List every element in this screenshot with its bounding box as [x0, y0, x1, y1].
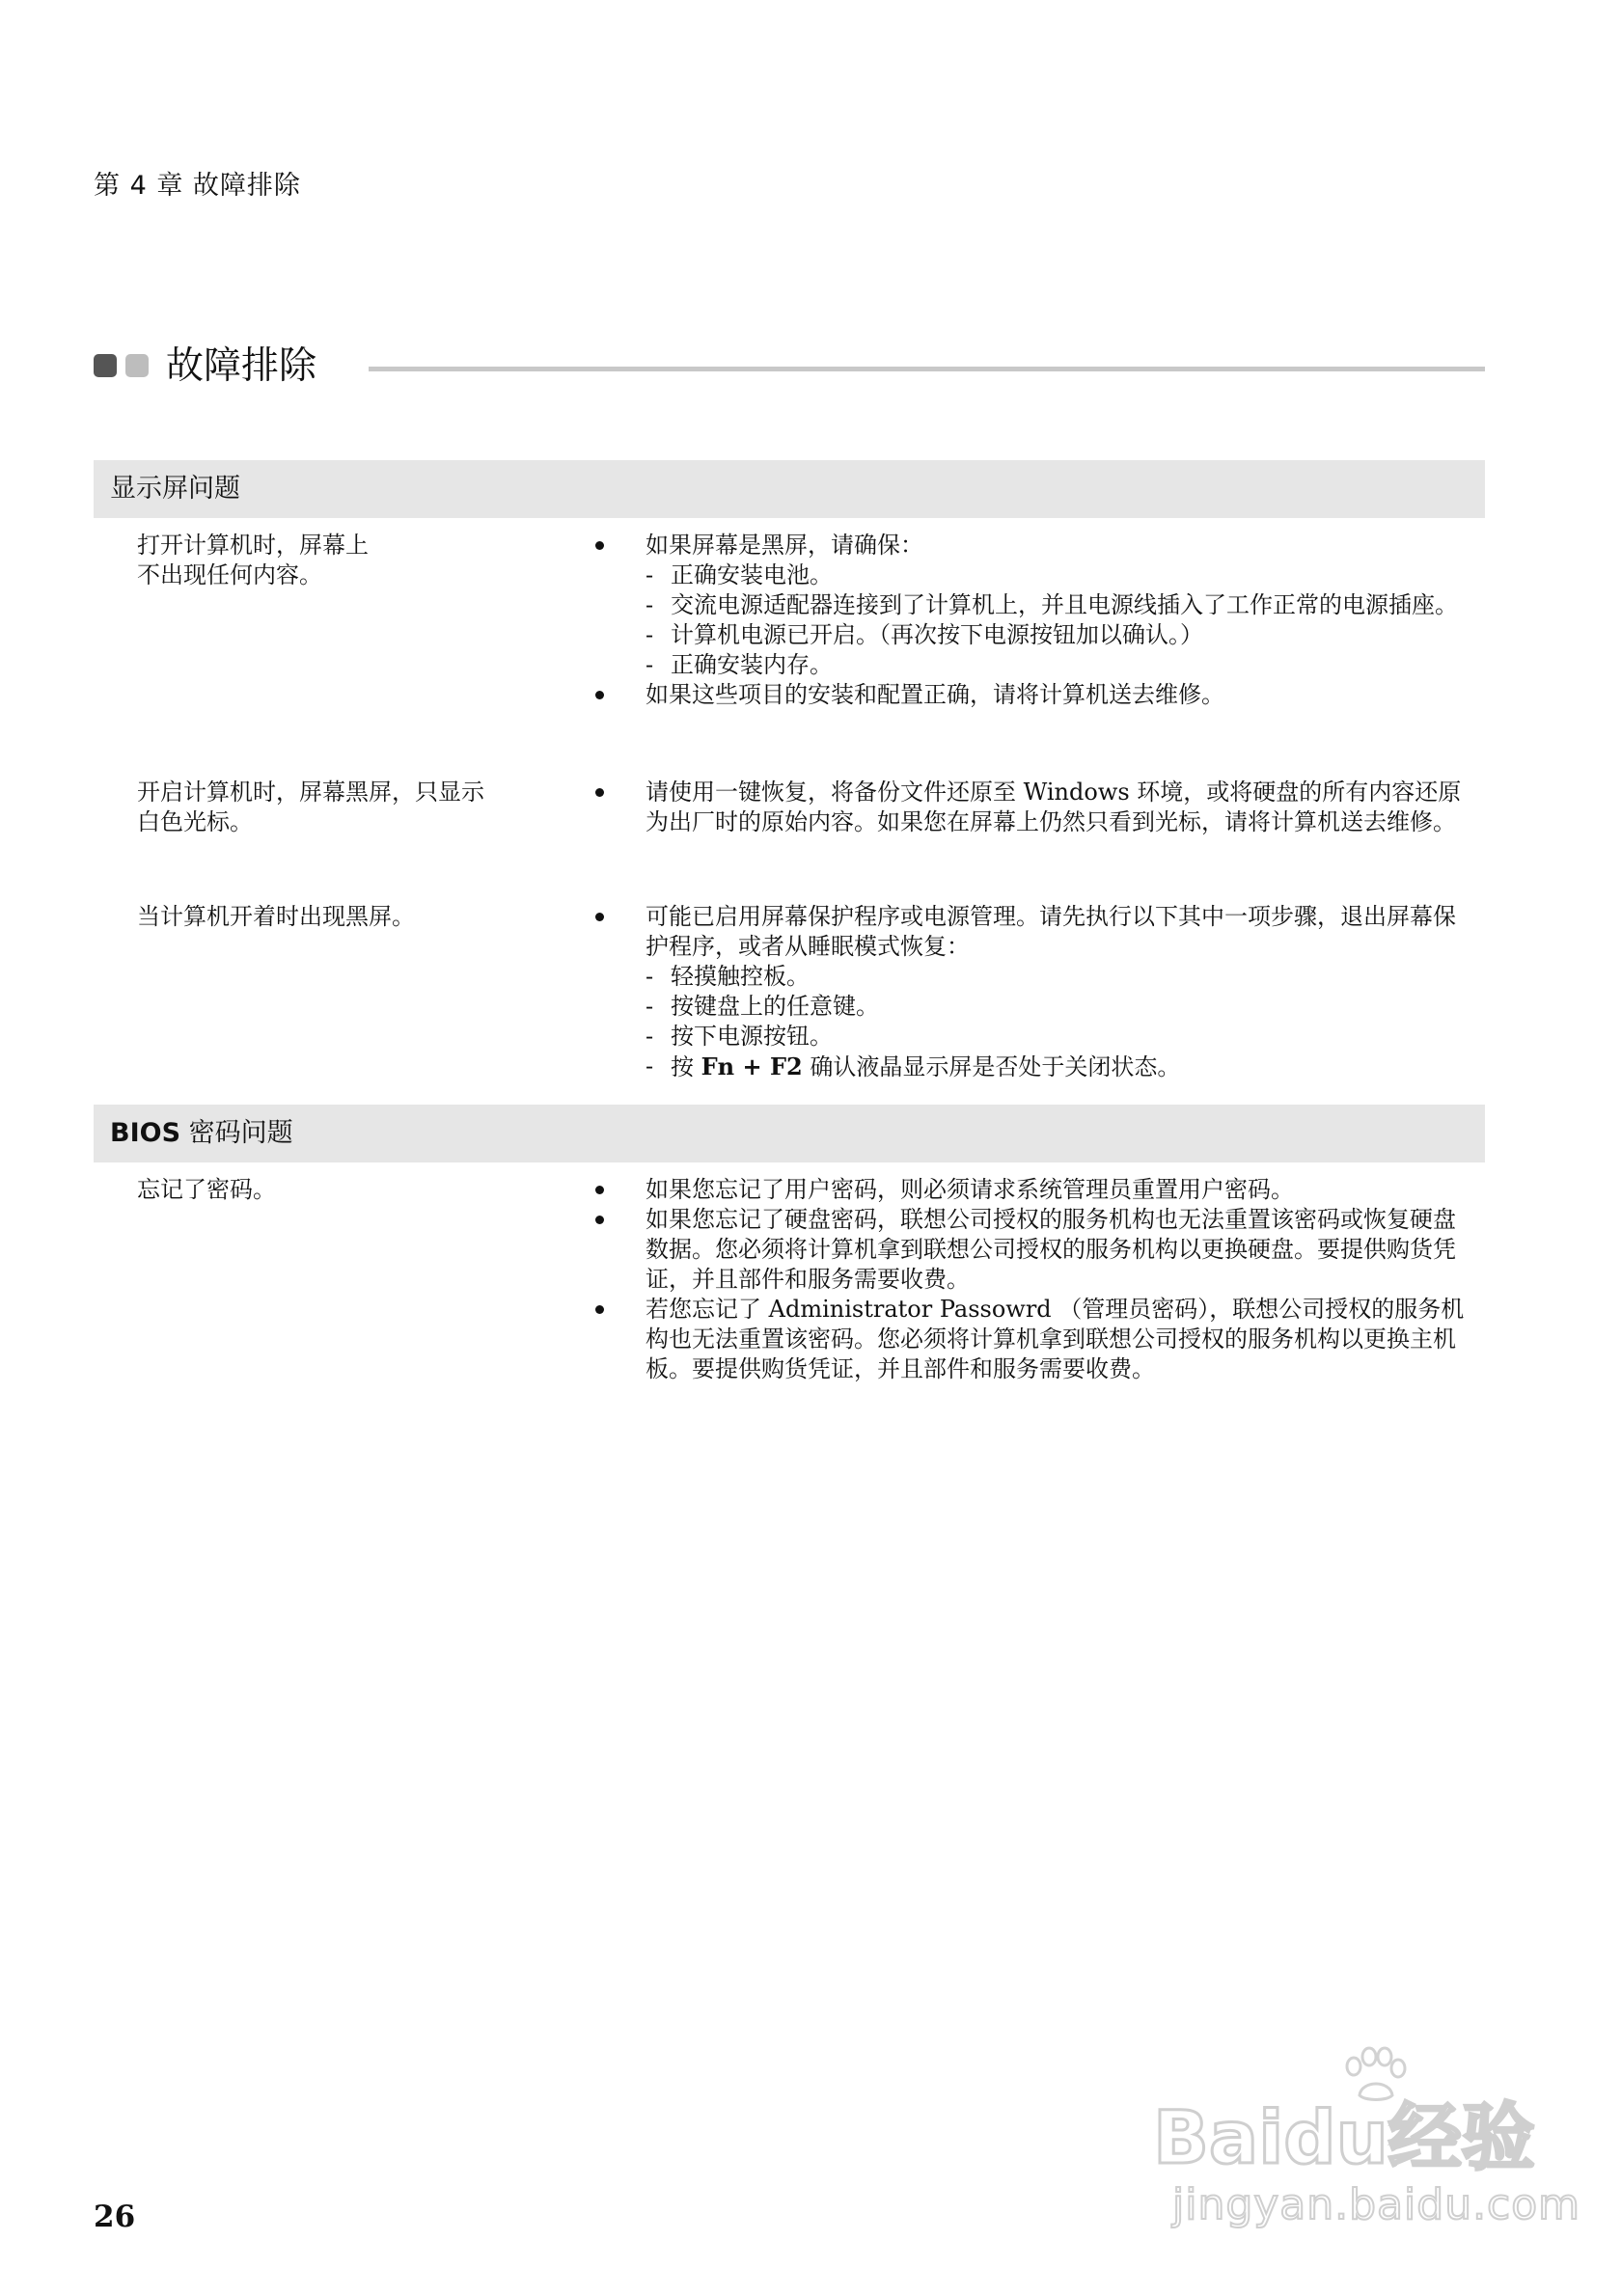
solution-list — [595, 778, 1478, 837]
section-heading-text: 显示屏问题 — [110, 474, 240, 504]
section-heading-bios — [94, 1105, 1485, 1162]
problem-line: 忘记了密码。 — [137, 1176, 276, 1203]
bullet-icon — [595, 1305, 604, 1314]
baidu-logo-text: Baidu经验 — [1153, 2094, 1535, 2180]
problem-text — [137, 1175, 562, 1205]
solution-subitem: - 按 Fn + F2 确认液晶显示屏是否处于关闭状态。 — [646, 1052, 1181, 1080]
section-heading-text: 密码问题 — [180, 1118, 293, 1148]
solution-bullet: 可能已启用屏幕保护程序或电源管理。请先执行以下其中一项步骤，退出屏幕保护程序，或者从睡眠模式恢复： — [595, 902, 1478, 962]
dash-icon: - — [646, 993, 654, 1020]
dash-icon: - — [646, 1023, 654, 1050]
page-number: 26 — [94, 2200, 136, 2234]
solution-subitem: - 计算机电源已开启。（再次按下电源按钮加以确认。） — [646, 621, 1203, 648]
problem-line: 当计算机开着时出现黑屏。 — [137, 903, 415, 930]
problem-text — [137, 902, 562, 932]
baidu-watermark — [1153, 2045, 1581, 2238]
bullet-icon — [595, 1186, 604, 1194]
dash-icon: - — [646, 1052, 654, 1080]
problem-line: 不出现任何内容。 — [137, 561, 322, 588]
solution-bullet: 如果这些项目的安装和配置正确，请将计算机送去维修。 — [595, 680, 1478, 710]
solution-bullet: 如果屏幕是黑屏，请确保： — [595, 531, 1478, 560]
key-combo: Fn + F2 — [701, 1052, 803, 1080]
problem-line: 打开计算机时，屏幕上 — [137, 532, 369, 559]
solution-bullet: 若您忘记了 Administrator Passowrd （管理员密码），联想公司授权的服务机构也无法重置该密码。您必须将计算机拿到联想公司授权的服务机构以更换主机板。要提供购货凭证，并且部件和服务需要收费。 — [595, 1295, 1478, 1384]
dash-icon: - — [646, 561, 654, 588]
title-divider — [369, 367, 1485, 371]
bullet-icon — [595, 788, 604, 797]
bullet-icon — [595, 913, 604, 921]
solution-list — [595, 1175, 1478, 1384]
page-title: 故障排除 — [166, 344, 317, 388]
title-square-light-icon — [125, 354, 149, 377]
dash-icon: - — [646, 651, 654, 678]
solution-list — [595, 531, 1478, 710]
dash-icon: - — [646, 963, 654, 990]
problem-text — [137, 531, 562, 590]
problem-line: 白色光标。 — [137, 808, 253, 835]
solution-bullet: 如果您忘记了用户密码，则必须请求系统管理员重置用户密码。 — [595, 1175, 1478, 1205]
watermark-url: jingyan.baidu.com — [1172, 2180, 1581, 2229]
problem-text — [137, 778, 562, 837]
dash-icon: - — [646, 621, 654, 648]
section-title-row — [94, 342, 1485, 391]
solution-subitem: - 正确安装电池。 — [646, 561, 833, 588]
solution-subitem: - 按下电源按钮。 — [646, 1023, 833, 1050]
baidu-logo — [1153, 2093, 1539, 2180]
bullet-icon — [595, 691, 604, 699]
dash-icon: - — [646, 591, 654, 618]
solution-subitem: - 正确安装内存。 — [646, 651, 833, 678]
solution-subitem: - 交流电源适配器连接到了计算机上，并且电源线插入了工作正常的电源插座。 — [646, 591, 1458, 618]
solution-subitem: - 轻摸触控板。 — [646, 963, 810, 990]
section-heading-display — [94, 460, 1485, 518]
solution-subitem: - 按键盘上的任意键。 — [646, 993, 879, 1020]
title-square-dark-icon — [94, 354, 117, 377]
chapter-header: 第 4 章 故障排除 — [94, 171, 301, 201]
problem-line: 开启计算机时，屏幕黑屏，只显示 — [137, 779, 484, 806]
section-heading-bold: BIOS — [110, 1118, 181, 1148]
bullet-icon — [595, 541, 604, 550]
solution-bullet: 如果您忘记了硬盘密码，联想公司授权的服务机构也无法重置该密码或恢复硬盘数据。您必须将计算机拿到联想公司授权的服务机构以更换硬盘。要提供购货凭证，并且部件和服务需要收费。 — [595, 1205, 1478, 1295]
solution-bullet: 请使用一键恢复，将备份文件还原至 Windows 环境，或将硬盘的所有内容还原为出厂时的原始内容。如果您在屏幕上仍然只看到光标，请将计算机送去维修。 — [595, 778, 1478, 837]
bullet-icon — [595, 1216, 604, 1224]
solution-list — [595, 902, 1478, 1082]
